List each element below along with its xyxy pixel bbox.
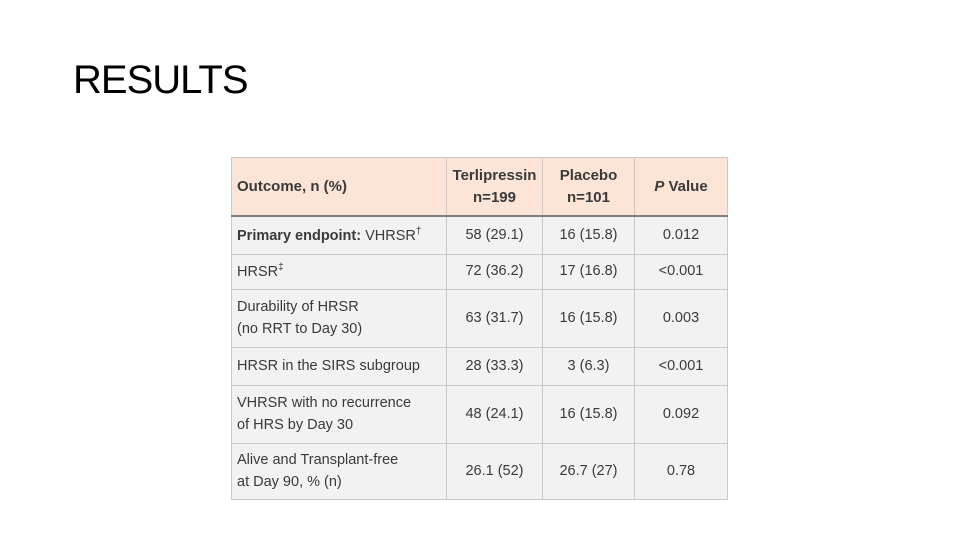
table-row bbox=[232, 386, 728, 444]
row-label bbox=[232, 386, 447, 444]
row-label-bold: Primary endpoint: bbox=[237, 227, 362, 244]
header-terlipressin-name: Terlipressin bbox=[452, 166, 537, 184]
results-table bbox=[231, 157, 728, 500]
cell-terlipressin: 48 (24.1) bbox=[447, 386, 543, 444]
row-label-text: HRSR in the SIRS subgroup bbox=[237, 357, 420, 374]
slide-title: RESULTS bbox=[73, 58, 248, 102]
cell-terlipressin: 28 (33.3) bbox=[447, 348, 543, 386]
header-outcome: Outcome, n (%) bbox=[232, 158, 447, 217]
header-p-value bbox=[635, 158, 728, 217]
row-label-line2: of HRS by Day 30 bbox=[237, 416, 354, 433]
cell-terlipressin: 63 (31.7) bbox=[447, 290, 543, 348]
cell-terlipressin: 58 (29.1) bbox=[447, 216, 543, 255]
row-label-text: VHRSR with no recurrence bbox=[237, 395, 412, 412]
cell-terlipressin: 72 (36.2) bbox=[447, 255, 543, 290]
row-label-text: Alive and Transplant-free bbox=[237, 452, 399, 469]
cell-placebo: 16 (15.8) bbox=[543, 216, 635, 255]
cell-p-value: <0.001 bbox=[635, 255, 728, 290]
cell-placebo: 26.7 (27) bbox=[543, 444, 635, 500]
row-label-text: VHRSR bbox=[361, 227, 416, 244]
cell-p-value: 0.012 bbox=[635, 216, 728, 255]
cell-p-value: 0.003 bbox=[635, 290, 728, 348]
row-label-text: HRSR bbox=[237, 263, 279, 280]
header-placebo bbox=[543, 158, 635, 217]
header-p-rest: Value bbox=[664, 177, 708, 195]
table-row bbox=[232, 444, 728, 500]
header-row bbox=[232, 158, 728, 217]
row-label bbox=[232, 444, 447, 500]
header-terlipressin-n: n=199 bbox=[473, 188, 516, 206]
cell-p-value: <0.001 bbox=[635, 348, 728, 386]
header-terlipressin bbox=[447, 158, 543, 217]
cell-placebo: 16 (15.8) bbox=[543, 290, 635, 348]
row-label bbox=[232, 290, 447, 348]
footnote-mark: † bbox=[415, 225, 422, 237]
row-label-line2: at Day 90, % (n) bbox=[237, 473, 342, 490]
table-row bbox=[232, 216, 728, 255]
table-row bbox=[232, 348, 728, 386]
header-p-letter: P bbox=[654, 177, 665, 195]
cell-terlipressin: 26.1 (52) bbox=[447, 444, 543, 500]
cell-placebo: 3 (6.3) bbox=[543, 348, 635, 386]
row-label-line2: (no RRT to Day 30) bbox=[237, 320, 363, 337]
table-row bbox=[232, 290, 728, 348]
cell-p-value: 0.78 bbox=[635, 444, 728, 500]
row-label bbox=[232, 216, 447, 255]
row-label-text: Durability of HRSR bbox=[237, 299, 359, 316]
row-label bbox=[232, 255, 447, 290]
footnote-mark: ‡ bbox=[278, 262, 284, 274]
cell-placebo: 17 (16.8) bbox=[543, 255, 635, 290]
cell-p-value: 0.092 bbox=[635, 386, 728, 444]
table-row bbox=[232, 255, 728, 290]
header-placebo-name: Placebo bbox=[559, 166, 618, 184]
header-placebo-n: n=101 bbox=[567, 188, 610, 206]
cell-placebo: 16 (15.8) bbox=[543, 386, 635, 444]
row-label bbox=[232, 348, 447, 386]
